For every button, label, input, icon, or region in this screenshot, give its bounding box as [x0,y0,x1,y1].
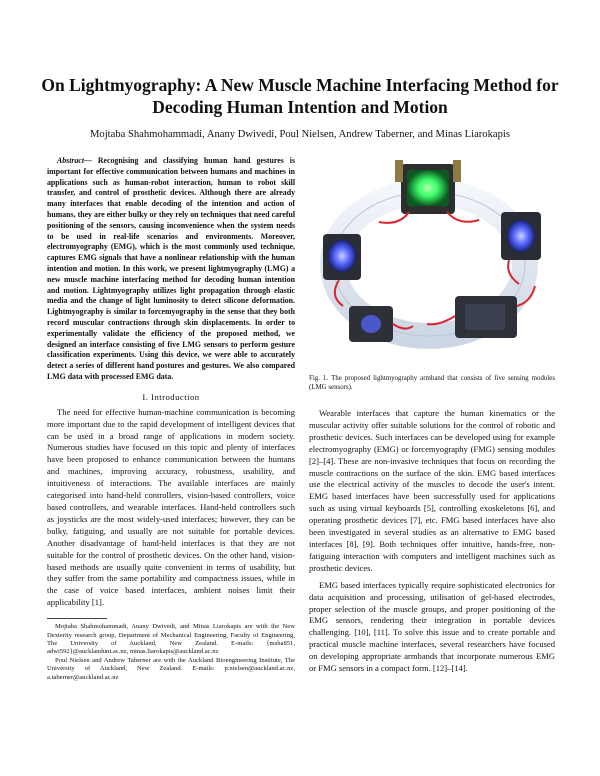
left-column [47,156,295,682]
footnote-affiliation-1: Mojtaba Shahmohammadi, Anany Dwivedi, and Minas Liarokapis are with the New Dexterity research group, Department of Mechanical Engineering, Faculty of Engineering, The University of Auckland, New Zealand. E-mails: {msha851, adwi592}@aucklanduni.ac.nz, minas.liarokapis@auckland.ac.nz [47,623,295,656]
paper-title: On Lightmyography: A New Muscle Machine Interfacing Method for Decoding Human Intention and Motion [41,75,559,117]
armband-photo [309,156,555,368]
armband-figure [309,156,555,368]
figure-caption [309,374,555,392]
right-column [309,156,555,680]
abstract [47,156,295,383]
figure-caption-text: The proposed lightmyography armband that consists of five sensing modules (LMG sensors). [309,375,556,391]
abstract-lead: Abstract [57,156,85,165]
footnote-affiliation-2: Poul Nielsen and Andrew Taberner are with the Auckland Bioengineering Institute, The University of Auckland, New Zealand. E-mails: p.nielsen@auckland.ac.nz, a.taberner@auckland.ac.nz [47,656,295,681]
footnote-divider [47,618,107,619]
body-paragraph-emg: EMG based interfaces typically require sophisticated electronics for data acquisition and processing, utilisation of gel-based electrodes, proper selection of the muscle groups, and proper positioning of the EMG sensors, rendering their integration in portable devices challenging. [10], [11]. To solve this issue and to create portable and practical muscle machine interfaces, several researchers have focused on developing appropriate armbands that incorporate numerous EMG or FMG sensors in a compact form. [12]–[14]. [309,579,555,674]
figure-label: Fig. 1. [309,375,329,382]
section-heading-introduction: I. Introduction [142,391,200,402]
abstract-text: — Recognising and classifying human hand gestures is important for effective communication between humans and machines in applications such as human-robot interaction, human to robot skill transfer, and control of prosthetic devices. Although there are already many interfaces that enable decoding of the intention and action of humans, they are either bulky or they rely on techniques that need careful positioning of the sensors, causing inconvenience when the system needs to be used in real-life scenarios and environments. Moreover, electromyography (EMG), which is the most commonly used technique, captures EMG signals that have a nonlinear relationship with the human intention and motion. In this work, we present lightmyography (LMG) a new muscle machine interfacing method for decoding human intention and motion. Lightmyography utilizes light propagation through elastic media and the change of light luminosity to detect silicone deformation. Lightmyography is similar to forcemyography in the sense that they both record muscular contractions through skin displacements. In order to experimentally validate the efficiency of the proposed method, we designed an interface consisting of five LMG sensors to perform gesture classification experiments. Using this device, we were able to accurately detect a series of different hand postures and gestures. We also compared LMG data with processed EMG data. [47,156,295,381]
intro-paragraph: The need for effective human-machine communication is becoming more important due to the rapid development of intelligent devices that can be used in a broad range of applications in modern society. Numerous studies have focused on this topic and plenty of interfaces have been proposed to enhance communication between the humans and machines, improving accuracy, robustness, usability, and intuitiveness of interactions. The available interfaces are mainly categorised into hand-held controllers, vision-based controllers, voice based controllers, and wearable interfaces. Hand-held controllers such as joysticks are the most widely-used interfaces; however, they can be bulky, fatiguing, and usually are not suitable for portable devices. Another disadvantage of hand-held interfaces is that they are not suitable for the control of prosthetic devices. On the other hand, vision-based methods are usually quite convenient in terms of usability, but they suffer from the same portability and compactness issues, while in the case of voice based interfaces, ambient noises limit their applicability [1]. [47,406,295,608]
author-list: Mojtaba Shahmohammadi, Anany Dwivedi, Poul Nielsen, Andrew Taberner, and Minas Liarokapis [90,129,510,140]
body-paragraph-wearables: Wearable interfaces that capture the human kinematics or the muscular activity offer suitable solutions for the control of robotic and prosthetic devices. Such interfaces can be developed using for example electromyography (EMG) or forcemyography (FMG) sensing modules [2]–[4]. These are non-invasive techniques that focus on recording the muscle contractions on the surface of the skin. EMG based interfaces use the electrical activity of the muscles to decode the user's intent. EMG based interfaces have been successfully used for applications such as using virtual keyboards [5], controlling exoskeletons [6], and operating prosthetic devices [7], etc. FMG based interfaces have also been investigated in several studies as an alternative to EMG based interfaces [8], [9]. Both techniques offer intuitive, hands-free, non-fatiguing interaction with computers and intelligent machines such as prosthetic devices. [309,408,555,573]
